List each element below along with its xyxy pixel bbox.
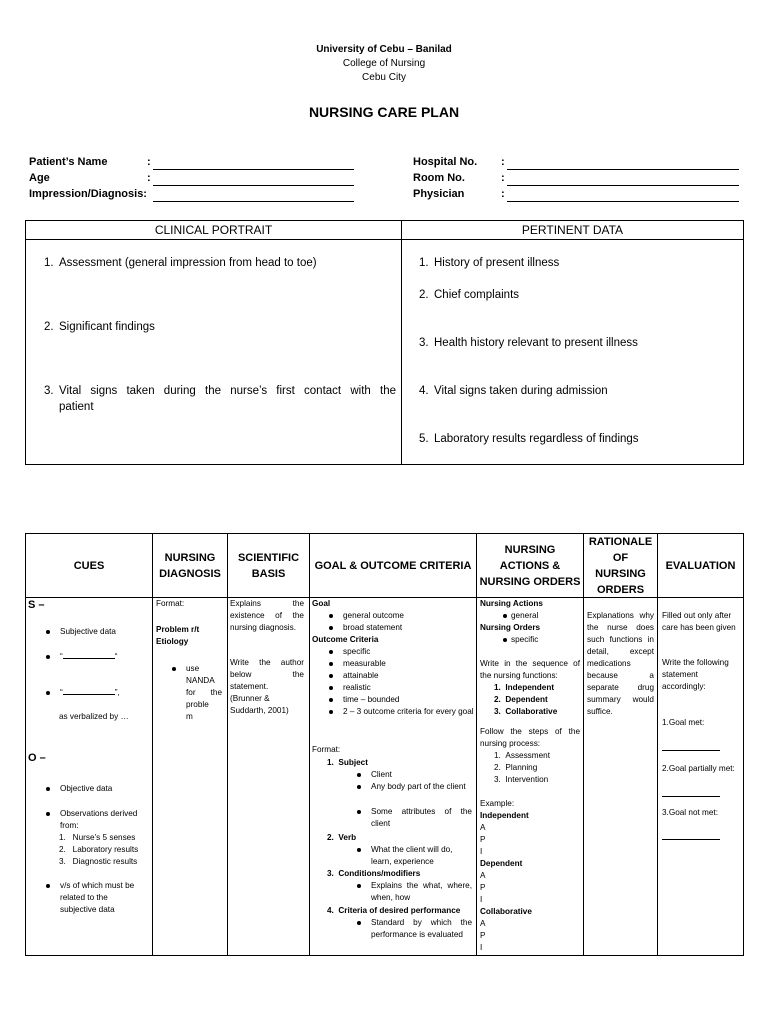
quote-item: “ ”, — [46, 687, 120, 699]
api-letter: A — [480, 823, 486, 832]
colon: : — [501, 156, 505, 168]
goal-partial-field[interactable] — [662, 796, 720, 797]
list-item: attainable — [329, 670, 379, 682]
actions-header: NURSING ACTIONS & NURSING ORDERS — [479, 543, 581, 588]
hospital-no-field[interactable] — [507, 169, 739, 170]
list-item: Explains the what, where, when, how — [357, 880, 472, 904]
evaluation-header: EVALUATION — [665, 559, 736, 572]
list-item: Observations derived from: — [46, 808, 146, 832]
list-item: time – bounded — [329, 694, 399, 706]
api-letter: A — [480, 919, 486, 928]
list-item: 2. Dependent — [494, 695, 548, 704]
colon: : — [501, 188, 505, 200]
verb-heading: 2. Verb — [327, 833, 357, 842]
list-item: 2. Laboratory results — [59, 845, 139, 854]
collaborative-label: Collaborative — [480, 907, 532, 916]
list-item: 3. Vital signs taken during the nurse’s first contact with the patient — [44, 385, 396, 413]
list-item: 2 – 3 outcome criteria for every goal — [329, 706, 474, 718]
list-item: general outcome — [329, 610, 404, 622]
quote-item: “ “ — [46, 651, 117, 663]
goal-not-met-label: 3.Goal not met: — [662, 808, 718, 817]
list-item: Client — [357, 769, 392, 781]
basis-citation: (Brunner & Suddarth, 2001) — [230, 694, 289, 715]
list-item: 2. Chief complaints — [419, 289, 520, 301]
impression-field[interactable] — [153, 201, 354, 202]
goal-label: Goal — [312, 599, 331, 608]
university-name: University of Cebu – Banilad — [316, 44, 452, 55]
rationale-text: Explanations why the nurse does such functions in detail, except medications because a separate drug summary would suffice. — [587, 611, 654, 716]
goal-partial-label: 2.Goal partially met: — [662, 764, 735, 773]
list-item: 5. Laboratory results regardless of findings — [419, 433, 639, 445]
conditions-heading: 3. Conditions/modifiers — [327, 869, 421, 878]
list-item: specific — [329, 646, 370, 658]
list-item: measurable — [329, 658, 386, 670]
subject-heading: 1. Subject — [327, 758, 368, 767]
impression-label: Impression/Diagnosis: — [29, 188, 147, 200]
list-item: 1. Independent — [494, 683, 555, 692]
sequence-text: Write in the sequence of the nursing functions: — [480, 659, 580, 680]
actions-label: Nursing Actions — [480, 599, 543, 608]
goal-not-met-field[interactable] — [662, 839, 720, 840]
table-divider — [25, 239, 744, 240]
outcome-label: Outcome Criteria — [312, 635, 379, 644]
api-letter: P — [480, 883, 486, 892]
list-item: Any body part of the client — [357, 781, 472, 793]
orders-label: Nursing Orders — [480, 623, 541, 632]
pertinent-data-header: PERTINENT DATA — [521, 223, 624, 237]
list-item: 3. Diagnostic results — [59, 857, 138, 866]
list-item: specific — [503, 634, 538, 646]
rationale-header: RATIONALE OF NURSING ORDERS — [588, 535, 653, 596]
list-item: general — [503, 610, 538, 622]
dependent-label: Dependent — [480, 859, 523, 868]
subjective-label: S – — [28, 599, 45, 611]
api-letter: A — [480, 871, 486, 880]
colon: : — [501, 172, 505, 184]
evaluation-write: Write the following statement accordingly: — [662, 658, 729, 691]
list-item: use — [172, 663, 199, 675]
api-letter: I — [480, 895, 483, 904]
list-item: Objective data — [46, 783, 112, 795]
list-item: 1. Assessment — [494, 751, 550, 760]
list-item-text: m — [186, 712, 193, 721]
list-item: Standard by which the performance is evaluated — [357, 917, 472, 941]
format-label: Format: — [312, 745, 341, 754]
room-no-field[interactable] — [507, 185, 739, 186]
college-name: College of Nursing — [342, 58, 426, 69]
room-no-label: Room No. — [413, 172, 465, 184]
problem-label: Problem r/t — [156, 625, 200, 634]
objective-label: O – — [28, 752, 46, 764]
basis-write: Write the author below the statement. — [230, 658, 304, 691]
table-divider — [401, 220, 402, 465]
colon: : — [147, 172, 151, 184]
api-letter: P — [480, 835, 486, 844]
list-item-text: for the — [186, 688, 222, 697]
api-letter: I — [480, 847, 483, 856]
format-label: Format: — [156, 599, 185, 608]
goal-header: GOAL & OUTCOME CRITERIA — [314, 559, 472, 572]
colon: : — [147, 156, 151, 168]
list-item: Subjective data — [46, 626, 116, 638]
basis-explains: Explains the existence of the nursing diagnosis. — [230, 599, 304, 632]
list-item: 3. Collaborative — [494, 707, 558, 716]
list-item: 3. Intervention — [494, 775, 549, 784]
list-item: broad statement — [329, 622, 402, 634]
cues-header: CUES — [73, 559, 105, 572]
list-item: 3. Health history relevant to present illness — [419, 337, 638, 349]
physician-label: Physician — [413, 188, 465, 200]
api-letter: P — [480, 931, 486, 940]
goal-met-label: 1.Goal met: — [662, 718, 705, 727]
basis-header: SCIENTIFIC BASIS — [237, 551, 300, 580]
document-title: NURSING CARE PLAN — [308, 104, 460, 120]
list-item: 1. Nurse’s 5 senses — [59, 833, 136, 842]
list-item: What the client will do, learn, experience — [357, 844, 472, 868]
age-field[interactable] — [153, 185, 354, 186]
follow-text: Follow the steps of the nursing process: — [480, 727, 580, 748]
goal-met-field[interactable] — [662, 750, 720, 751]
diagnosis-header: NURSING DIAGNOSIS — [159, 551, 221, 580]
hospital-no-label: Hospital No. — [413, 156, 478, 168]
list-item: 1. Assessment (general impression from head to toe) — [44, 257, 317, 269]
list-item: 1. History of present illness — [419, 257, 560, 269]
list-item: 2. Significant findings — [44, 321, 155, 333]
criteria-heading: 4. Criteria of desired performance — [327, 906, 461, 915]
list-item-text: proble — [186, 700, 209, 709]
physician-field[interactable] — [507, 201, 739, 202]
list-item: 2. Planning — [494, 763, 538, 772]
list-item: Some attributes of the client — [357, 806, 472, 830]
list-item-text: NANDA — [186, 676, 215, 685]
patient-name-field[interactable] — [153, 169, 354, 170]
city-name: Cebu City — [362, 72, 406, 83]
list-item: 4. Vital signs taken during admission — [419, 385, 608, 397]
verbalized-text: as verbalized by … — [59, 712, 129, 721]
etiology-label: Etiology — [156, 637, 189, 646]
api-letter: I — [480, 943, 483, 952]
patient-name-label: Patient’s Name — [29, 156, 108, 168]
example-label: Example: — [480, 799, 515, 808]
evaluation-filled: Filled out only after care has been given — [662, 611, 736, 632]
list-item: v/s of which must be related to the subjective data — [46, 880, 146, 916]
independent-label: Independent — [480, 811, 529, 820]
clinical-portrait-header: CLINICAL PORTRAIT — [154, 223, 273, 237]
age-label: Age — [29, 172, 50, 184]
list-item: realistic — [329, 682, 371, 694]
